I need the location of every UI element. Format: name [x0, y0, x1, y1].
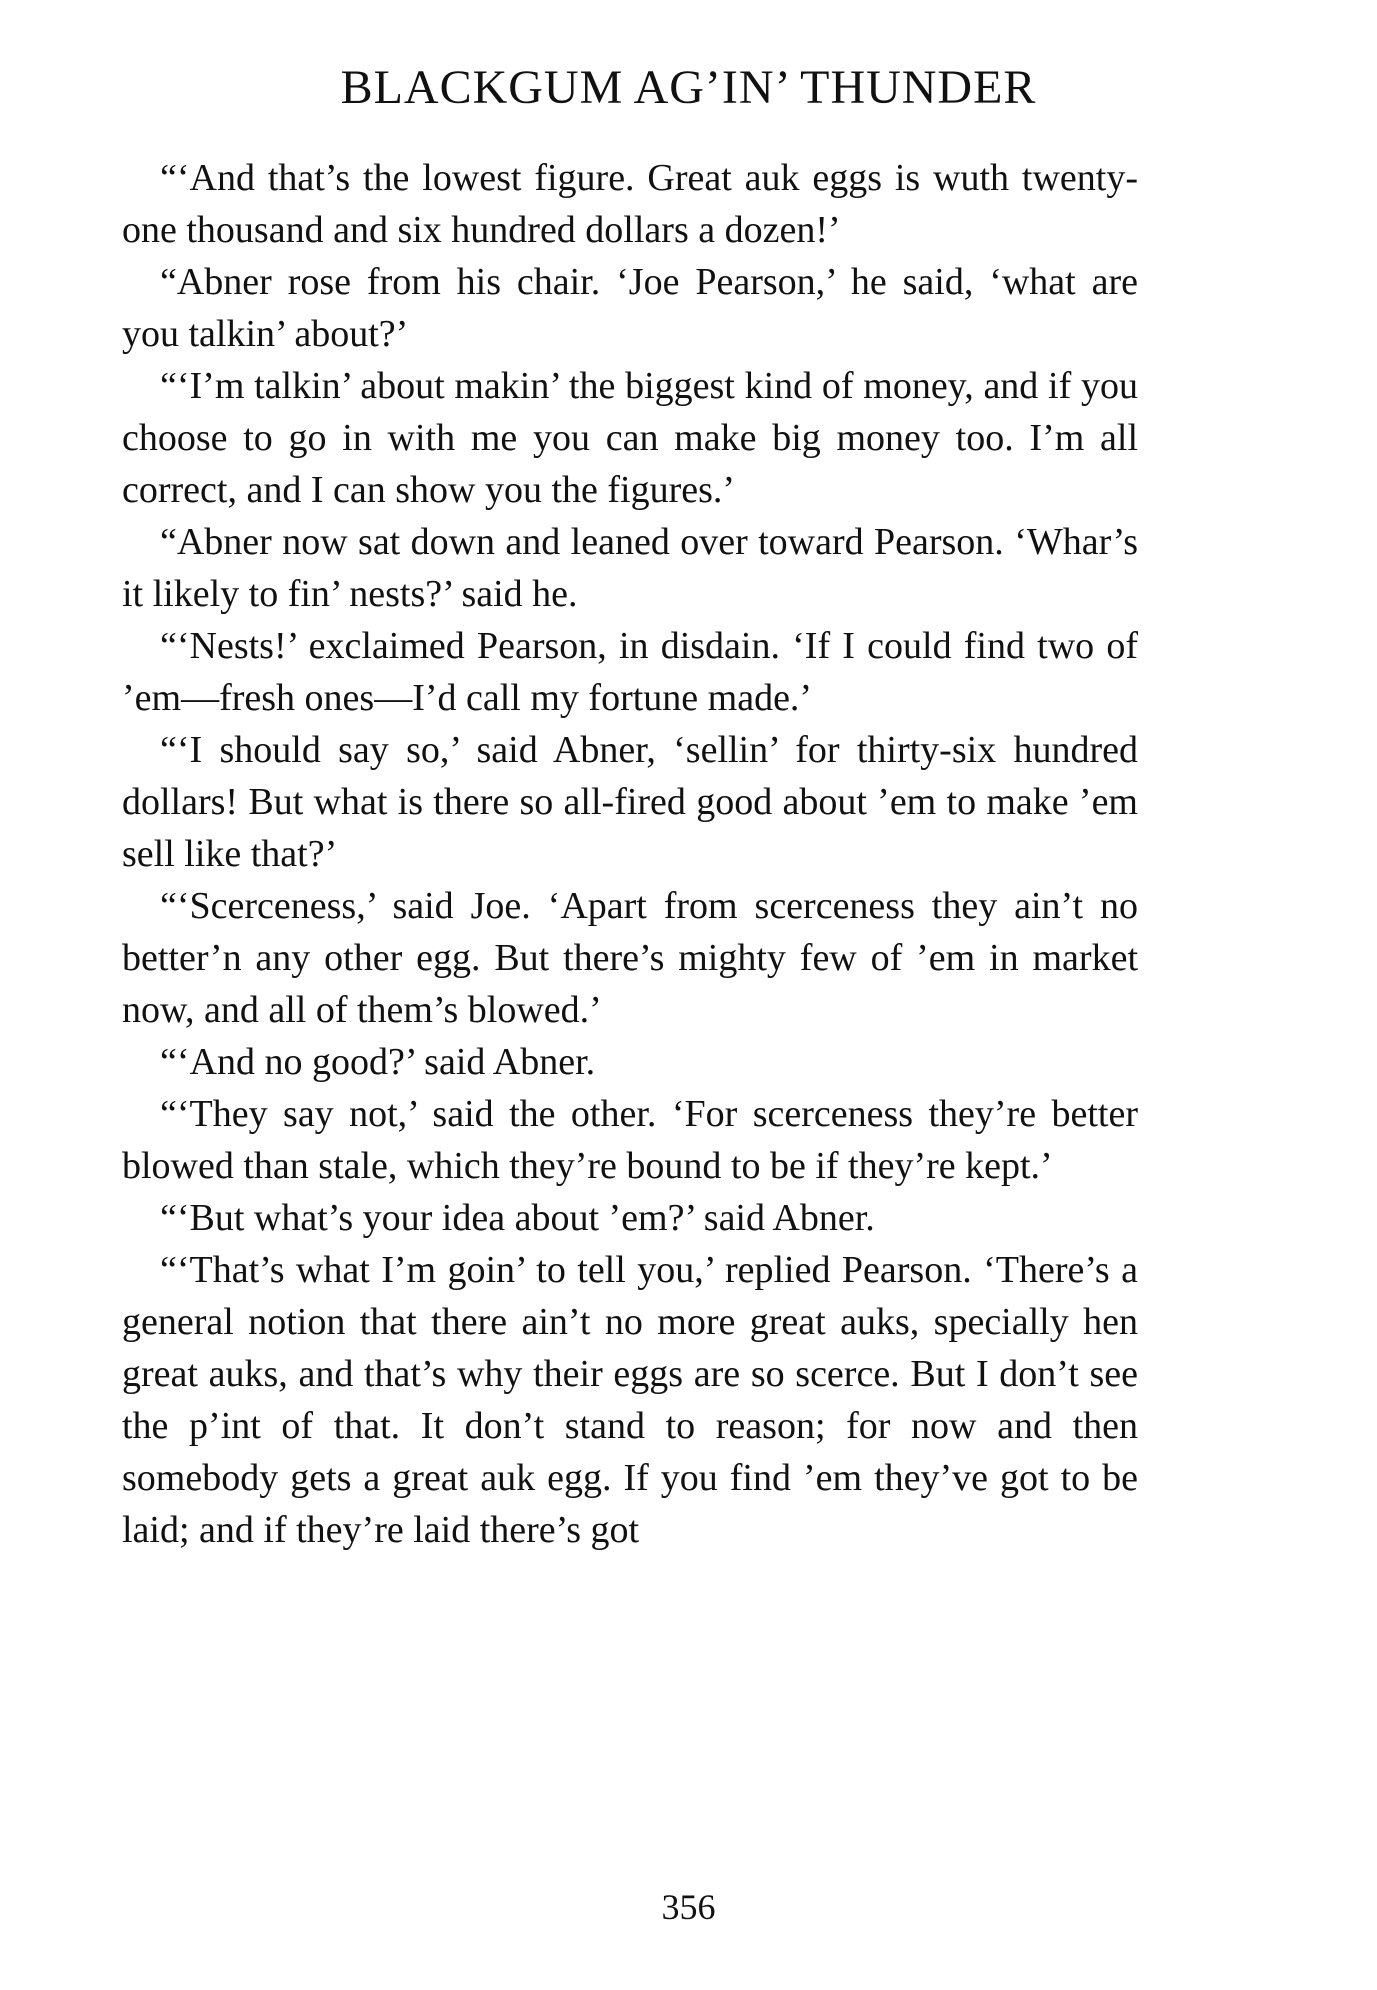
- paragraph: “‘I’m talkin’ about makin’ the biggest kind of money, and if you choose to go in with me you can make big money too. I’m all correct, and I can show you the figures.’: [122, 365, 1138, 511]
- body-text: [122, 152, 1138, 1556]
- paragraph: “‘And that’s the lowest figure. Great auk eggs is wuth twenty-one thousand and six hundred dollars a dozen!’: [122, 157, 1138, 251]
- paragraph: “‘Scerceness,’ said Joe. ‘Apart from scerceness they ain’t no better’n any other egg. But there’s mighty few of ’em in market now, and all of them’s blowed.’: [122, 885, 1138, 1031]
- paragraph: “Abner now sat down and leaned over toward Pearson. ‘Whar’s it likely to fin’ nests?’ said he.: [122, 521, 1138, 615]
- paragraph: “Abner rose from his chair. ‘Joe Pearson,’ he said, ‘what are you talkin’ about?’: [122, 261, 1138, 355]
- paragraph: “‘But what’s your idea about ’em?’ said Abner.: [160, 1197, 875, 1239]
- paragraph: “‘They say not,’ said the other. ‘For scerceness they’re better blowed than stale, which they’re bound to be if they’re kept.’: [122, 1093, 1138, 1187]
- paragraph: “‘Nests!’ exclaimed Pearson, in disdain. ‘If I could find two of ’em—fresh ones—I’d call my fortune made.’: [122, 625, 1138, 719]
- running-title: BLACKGUM AG’IN’ THUNDER: [340, 61, 1037, 114]
- paragraph: “‘I should say so,’ said Abner, ‘sellin’ for thirty-six hundred dollars! But what is there so all-fired good about ’em to make ’em sell like that?’: [122, 729, 1138, 875]
- page-number: 356: [661, 1887, 716, 1927]
- paragraph: “‘And no good?’ said Abner.: [160, 1041, 596, 1083]
- paragraph: “‘That’s what I’m goin’ to tell you,’ replied Pearson. ‘There’s a general notion that there ain’t no more great auks, specially hen great auks, and that’s why their eggs are so scerce. But I don’t see the p’int of that. It don’t stand to reason; for now and then somebody gets a great auk egg. If you find ’em they’ve got to be laid; and if they’re laid there’s got: [122, 1249, 1138, 1551]
